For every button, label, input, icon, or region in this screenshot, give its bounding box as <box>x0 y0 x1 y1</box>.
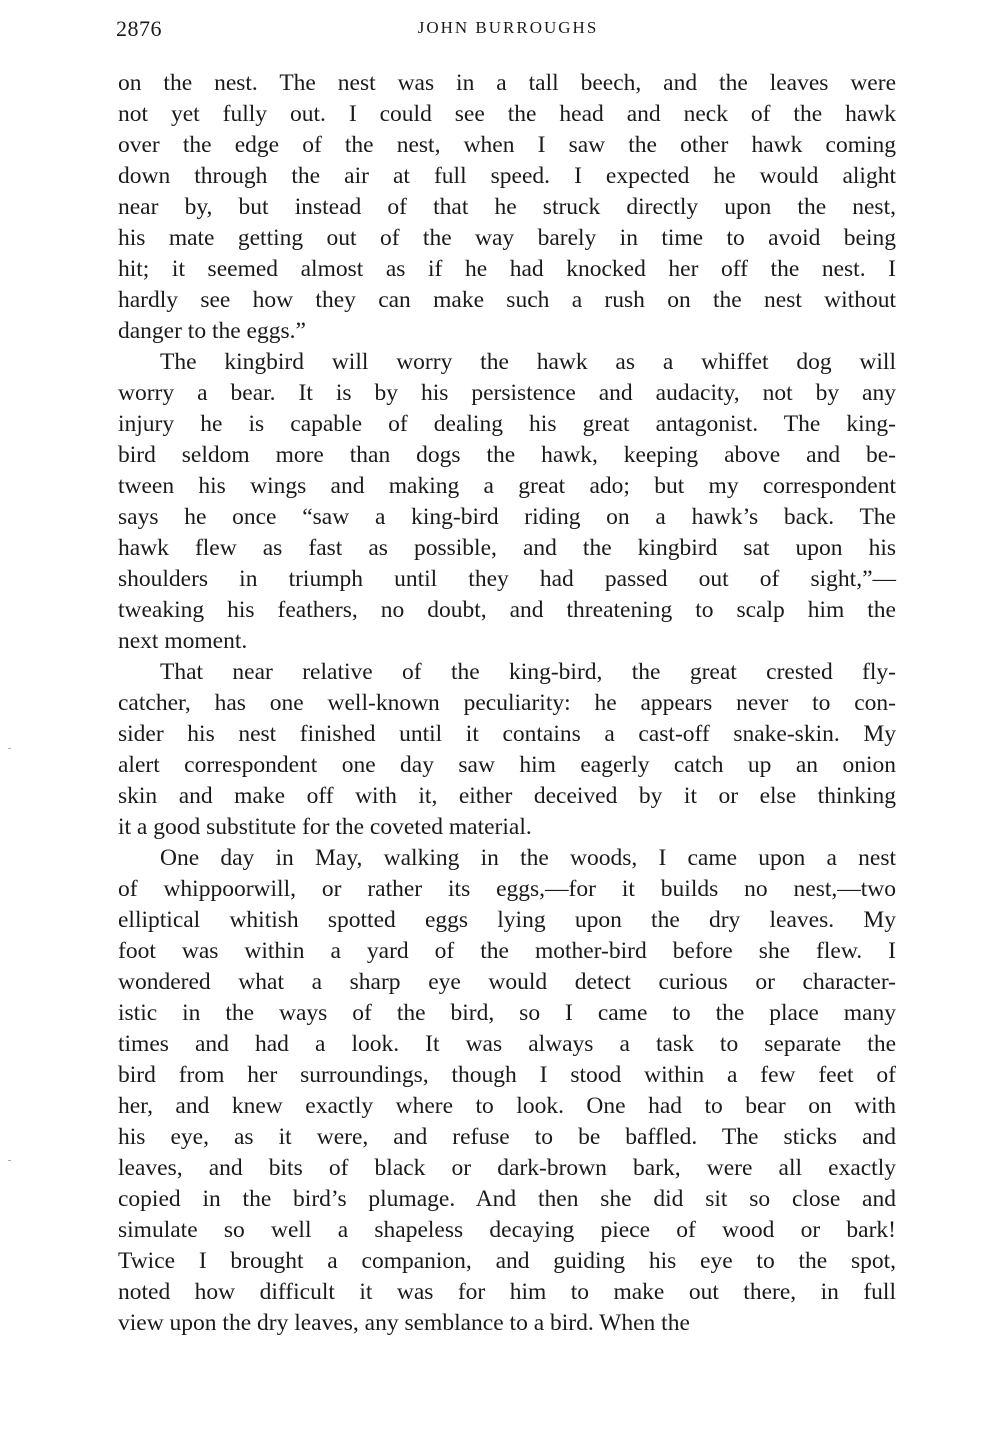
text-line: worry a bear. It is by his persistence and audacity, not by any <box>118 380 896 406</box>
text-line: danger to the eggs.” <box>118 318 306 344</box>
text-line: One day in May, walking in the woods, I came upon a nest <box>160 845 896 871</box>
text-line: That near relative of the king-bird, the great crested fly- <box>160 659 896 685</box>
text-line: istic in the ways of the bird, so I came to the place many <box>118 1000 896 1026</box>
text-line: hit; it seemed almost as if he had knocked her off the nest. I <box>118 256 896 282</box>
text-line: hawk flew as fast as possible, and the kingbird sat upon his <box>118 535 896 561</box>
text-line: times and had a look. It was always a task to separate the <box>118 1031 896 1057</box>
paragraph <box>118 657 896 843</box>
text-line: of whippoorwill, or rather its eggs,—for it builds no nest,—two <box>118 876 896 902</box>
text-line: down through the air at full speed. I expected he would alight <box>118 163 896 189</box>
text-line: his eye, as it were, and refuse to be baffled. The sticks and <box>118 1124 896 1150</box>
body-text <box>118 68 896 1339</box>
margin-mark <box>8 748 11 749</box>
text-line: wondered what a sharp eye would detect curious or character- <box>118 969 896 995</box>
text-line: copied in the bird’s plumage. And then she did sit so close and <box>118 1186 896 1212</box>
text-line: hardly see how they can make such a rush on the nest without <box>118 287 896 313</box>
text-line: shoulders in triumph until they had passed out of sight,”— <box>118 566 896 592</box>
text-line: sider his nest finished until it contains a cast-off snake-skin. My <box>118 721 896 747</box>
text-line: her, and knew exactly where to look. One had to bear on with <box>118 1093 896 1119</box>
text-line: catcher, has one well-known peculiarity: he appears never to con- <box>118 690 896 716</box>
page-header <box>116 16 900 46</box>
text-line: over the edge of the nest, when I saw the other hawk coming <box>118 132 896 158</box>
text-line: bird seldom more than dogs the hawk, keeping above and be- <box>118 442 896 468</box>
text-line: skin and make off with it, either deceived by it or else thinking <box>118 783 896 809</box>
text-line: not yet fully out. I could see the head and neck of the hawk <box>118 101 896 127</box>
text-line: bird from her surroundings, though I stood within a few feet of <box>118 1062 896 1088</box>
text-line: tween his wings and making a great ado; but my correspondent <box>118 473 896 499</box>
page-number: 2876 <box>116 16 162 41</box>
text-line: near by, but instead of that he struck directly upon the nest, <box>118 194 896 220</box>
text-line: foot was within a yard of the mother-bird before she flew. I <box>118 938 896 964</box>
text-line: noted how difficult it was for him to make out there, in full <box>118 1279 896 1305</box>
paragraph <box>118 843 896 1339</box>
paragraph <box>118 68 896 347</box>
text-line: simulate so well a shapeless decaying piece of wood or bark! <box>118 1217 896 1243</box>
text-line: The kingbird will worry the hawk as a whiffet dog will <box>160 349 896 375</box>
running-head: JOHN BURROUGHS <box>417 18 599 37</box>
text-line: injury he is capable of dealing his great antagonist. The king- <box>118 411 896 437</box>
text-line: elliptical whitish spotted eggs lying upon the dry leaves. My <box>118 907 896 933</box>
margin-mark <box>8 1160 11 1161</box>
text-line: on the nest. The nest was in a tall beech, and the leaves were <box>118 70 896 96</box>
text-line: Twice I brought a companion, and guiding his eye to the spot, <box>118 1248 896 1274</box>
text-line: his mate getting out of the way barely in time to avoid being <box>118 225 896 251</box>
paragraph <box>118 347 896 657</box>
text-line: it a good substitute for the coveted material. <box>118 814 532 840</box>
text-line: alert correspondent one day saw him eagerly catch up an onion <box>118 752 896 778</box>
text-line: says he once “saw a king-bird riding on a hawk’s back. The <box>118 504 896 530</box>
text-line: next moment. <box>118 628 248 654</box>
text-line: leaves, and bits of black or dark-brown bark, were all exactly <box>118 1155 896 1181</box>
text-line: tweaking his feathers, no doubt, and threatening to scalp him the <box>118 597 896 623</box>
text-line: view upon the dry leaves, any semblance to a bird. When the <box>118 1310 690 1336</box>
